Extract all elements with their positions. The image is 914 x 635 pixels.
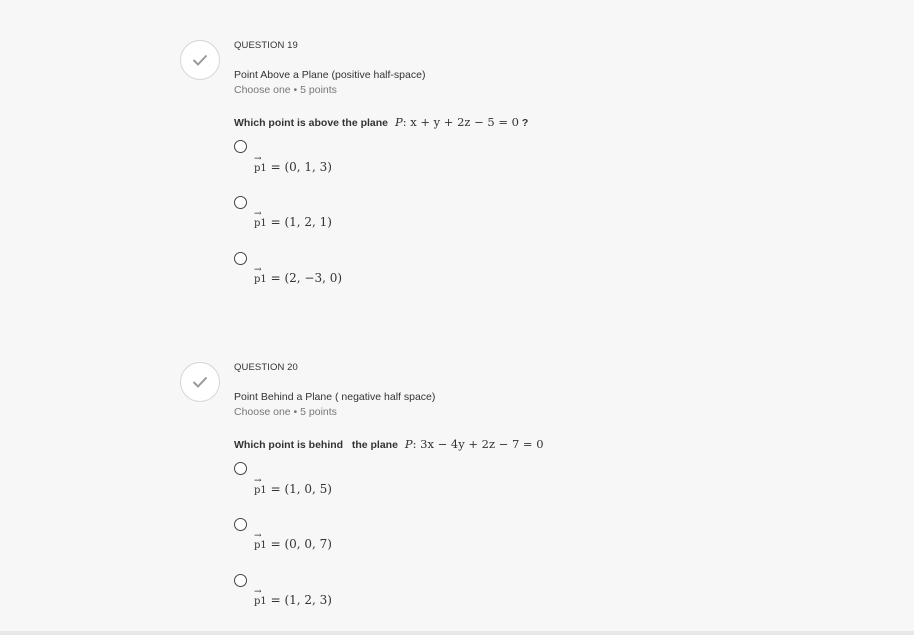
plane-equation-body: : x + y + 2z − 5 = 0: [402, 115, 519, 129]
plane-variable: P: [394, 115, 403, 129]
question-prompt: [234, 437, 544, 451]
plane-equation: [395, 115, 519, 129]
question-meta: Choose one • 5 points: [234, 84, 337, 96]
option-radio-1[interactable]: [234, 140, 247, 153]
option-label-3[interactable]: [254, 265, 343, 285]
question-status-indicator: [180, 40, 220, 80]
option-value: = (0, 1, 3): [270, 160, 332, 174]
vector-arrow-icon: →: [254, 476, 262, 486]
option-value: = (1, 0, 5): [270, 482, 332, 496]
plane-variable: P: [404, 437, 413, 451]
question-meta: Choose one • 5 points: [234, 406, 337, 418]
option-radio-1[interactable]: [234, 462, 247, 475]
vector-arrow-icon: →: [254, 531, 262, 541]
question-prompt: [234, 115, 528, 129]
vector-arrow-icon: →: [254, 154, 262, 164]
option-radio-2[interactable]: [234, 196, 247, 209]
option-value: = (0, 0, 7): [270, 537, 332, 551]
option-label-1[interactable]: [254, 154, 332, 174]
option-value: = (2, −3, 0): [270, 271, 343, 285]
vector-symbol: → p1: [254, 265, 267, 285]
option-label-1[interactable]: [254, 476, 332, 496]
question-status-indicator: [180, 362, 220, 402]
vector-arrow-icon: →: [254, 587, 262, 597]
vector-arrow-icon: →: [254, 209, 262, 219]
plane-equation: [405, 437, 544, 451]
checkmark-icon: [192, 54, 208, 66]
option-radio-3[interactable]: [234, 574, 247, 587]
option-value: = (1, 2, 3): [270, 593, 332, 607]
prompt-text: Which point is behind the plane: [234, 439, 398, 451]
option-radio-3[interactable]: [234, 252, 247, 265]
option-label-3[interactable]: [254, 587, 332, 607]
option-label-2[interactable]: [254, 531, 332, 551]
page-bottom-divider: [0, 631, 914, 635]
question-number: QUESTION 19: [234, 40, 298, 51]
question-title: Point Behind a Plane ( negative half space): [234, 391, 436, 403]
vector-symbol: → p1: [254, 154, 267, 174]
option-value: = (1, 2, 1): [270, 215, 332, 229]
plane-equation-body: : 3x − 4y + 2z − 7 = 0: [412, 437, 544, 451]
question-title: Point Above a Plane (positive half-space): [234, 69, 426, 81]
vector-symbol: → p1: [254, 531, 267, 551]
prompt-text: Which point is above the plane: [234, 117, 389, 129]
prompt-suffix: ?: [521, 117, 529, 129]
question-number: QUESTION 20: [234, 362, 298, 373]
vector-arrow-icon: →: [254, 265, 262, 275]
vector-symbol: → p1: [254, 587, 267, 607]
vector-symbol: → p1: [254, 209, 267, 229]
option-label-2[interactable]: [254, 209, 332, 229]
option-radio-2[interactable]: [234, 518, 247, 531]
vector-symbol: → p1: [254, 476, 267, 496]
checkmark-icon: [192, 376, 208, 388]
